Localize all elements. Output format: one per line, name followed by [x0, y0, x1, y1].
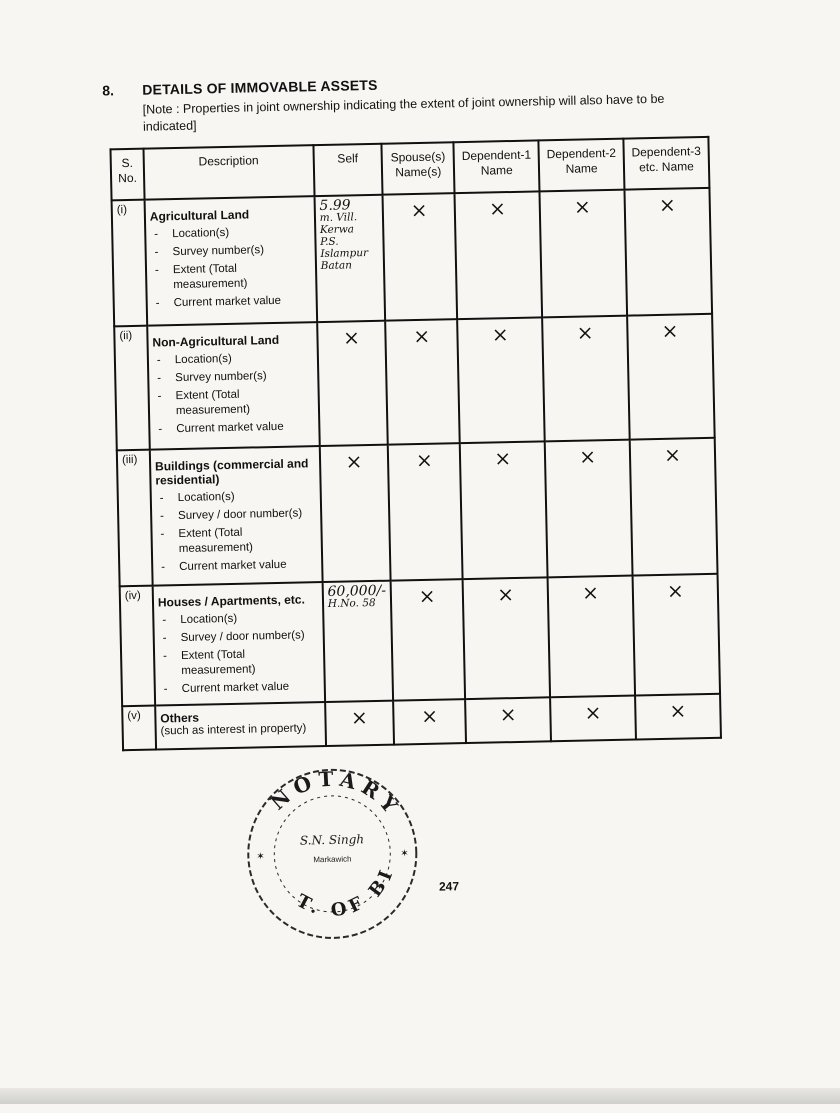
row-category: Non-Agricultural Land: [152, 332, 280, 350]
cross-mark: ×: [627, 314, 715, 440]
seal-name: S.N. Singh: [299, 832, 365, 848]
row-sno: (iii): [117, 450, 153, 587]
cross-mark: ×: [550, 696, 636, 742]
hand-line: Islampur: [320, 247, 369, 261]
hand-line: m. Vill.: [319, 211, 358, 225]
row-category: Agricultural Land: [149, 207, 250, 224]
row-description: [150, 446, 323, 586]
cross-mark: ×: [625, 188, 713, 316]
sub-item: - Survey number(s): [153, 368, 313, 386]
hand-line: H.No. 58: [327, 596, 376, 610]
sub-item: - Extent (Total measurement): [156, 524, 316, 557]
sub-item: - Location(s): [158, 610, 318, 628]
hand-line: Kerwa: [319, 223, 355, 237]
header-dependent-3: Dependent-3 etc. Name: [623, 137, 709, 190]
cross-mark: ×: [325, 701, 394, 746]
cross-mark: ×: [385, 319, 460, 444]
seal-top-text: NOTARY: [265, 766, 407, 822]
sub-item: - Current market value: [157, 557, 317, 575]
self-handwritten-entry: [322, 581, 393, 702]
section-title: DETAILS OF IMMOVABLE ASSETS: [142, 76, 378, 98]
hand-line: 5.99: [319, 197, 351, 215]
row-sno: (i): [112, 200, 148, 327]
section-number: 8.: [102, 82, 115, 99]
sub-item: - Current market value: [154, 419, 314, 437]
cross-mark: ×: [465, 697, 551, 743]
row-sno: (v): [122, 706, 156, 751]
seal-place: Markawich: [313, 854, 352, 865]
cross-mark: ×: [393, 699, 466, 745]
sub-item: - Location(s): [153, 350, 313, 368]
cross-mark: ×: [388, 443, 463, 580]
header-spouse: Spouse(s) Name(s): [382, 142, 455, 194]
row-sno: (iv): [120, 586, 155, 707]
table-row: [120, 574, 720, 706]
cross-mark: ×: [463, 577, 550, 699]
header-dependent-2: Dependent-2 Name: [539, 139, 625, 192]
row-category: Buildings (commercial and residential): [154, 456, 309, 488]
cross-mark: ×: [633, 574, 720, 696]
table-row: [112, 188, 713, 326]
row-sub-items: [153, 350, 315, 437]
cross-mark: ×: [317, 321, 388, 446]
sub-item: - Location(s): [150, 224, 310, 242]
scan-bottom-edge: [0, 1088, 840, 1104]
header-self: Self: [313, 144, 382, 196]
page-number: 247: [438, 879, 460, 894]
hand-line: P.S.: [320, 235, 339, 249]
cross-mark: ×: [460, 441, 548, 579]
cross-mark: ×: [391, 579, 466, 700]
sub-item: - Extent (Total measurement): [153, 386, 313, 419]
seal-bottom-text: T. OF BI: [292, 863, 399, 922]
hand-line: 60,000/-: [327, 582, 387, 600]
table-row: [114, 314, 714, 450]
header-dependent-1: Dependent-1 Name: [454, 140, 540, 193]
sub-item: - Survey / door number(s): [159, 628, 319, 646]
cross-mark: ×: [545, 440, 633, 578]
sub-item: - Extent (Total measurement): [151, 260, 311, 293]
row-description: [144, 196, 316, 326]
table-row: [117, 438, 718, 586]
cross-mark: ×: [542, 316, 629, 442]
sub-item: - Extent (Total measurement): [159, 646, 319, 679]
cross-mark: ×: [540, 190, 628, 318]
sub-item: - Location(s): [156, 488, 316, 506]
seal-star-left: ✶: [256, 851, 265, 863]
row-description: [153, 582, 325, 706]
seal-star-right: ✶: [400, 848, 409, 860]
sub-item: - Survey / door number(s): [156, 506, 316, 524]
row-category-sub: (such as interest in property): [160, 722, 307, 738]
cross-mark: ×: [630, 438, 718, 576]
immovable-assets-table: [109, 136, 721, 751]
cross-mark: ×: [548, 576, 635, 698]
cross-mark: ×: [455, 191, 543, 319]
section-note: [Note : Properties in joint ownership indicating the extent of joint ownership will also have to be indicated]: [142, 91, 665, 134]
row-category: Houses / Apartments, etc.: [157, 592, 305, 610]
self-handwritten-entry: [314, 195, 385, 322]
hand-line: Batan: [320, 259, 353, 273]
row-sub-items: [156, 488, 318, 575]
cross-mark: ×: [383, 193, 458, 320]
row-description: [147, 322, 319, 450]
row-category: Others: [160, 710, 200, 726]
sub-item: - Current market value: [152, 293, 312, 311]
cross-mark: ×: [635, 694, 721, 740]
sub-item: - Current market value: [160, 679, 320, 697]
header-sno: S. No.: [111, 149, 145, 201]
row-sub-items: [150, 224, 312, 311]
cross-mark: ×: [457, 317, 544, 443]
sub-item: - Survey number(s): [150, 242, 310, 260]
header-description: Description: [143, 145, 314, 200]
row-description: [155, 702, 326, 750]
row-sub-items: [158, 610, 320, 697]
row-sno: (ii): [114, 326, 150, 451]
cross-mark: ×: [319, 445, 390, 582]
notary-seal: [240, 762, 424, 946]
